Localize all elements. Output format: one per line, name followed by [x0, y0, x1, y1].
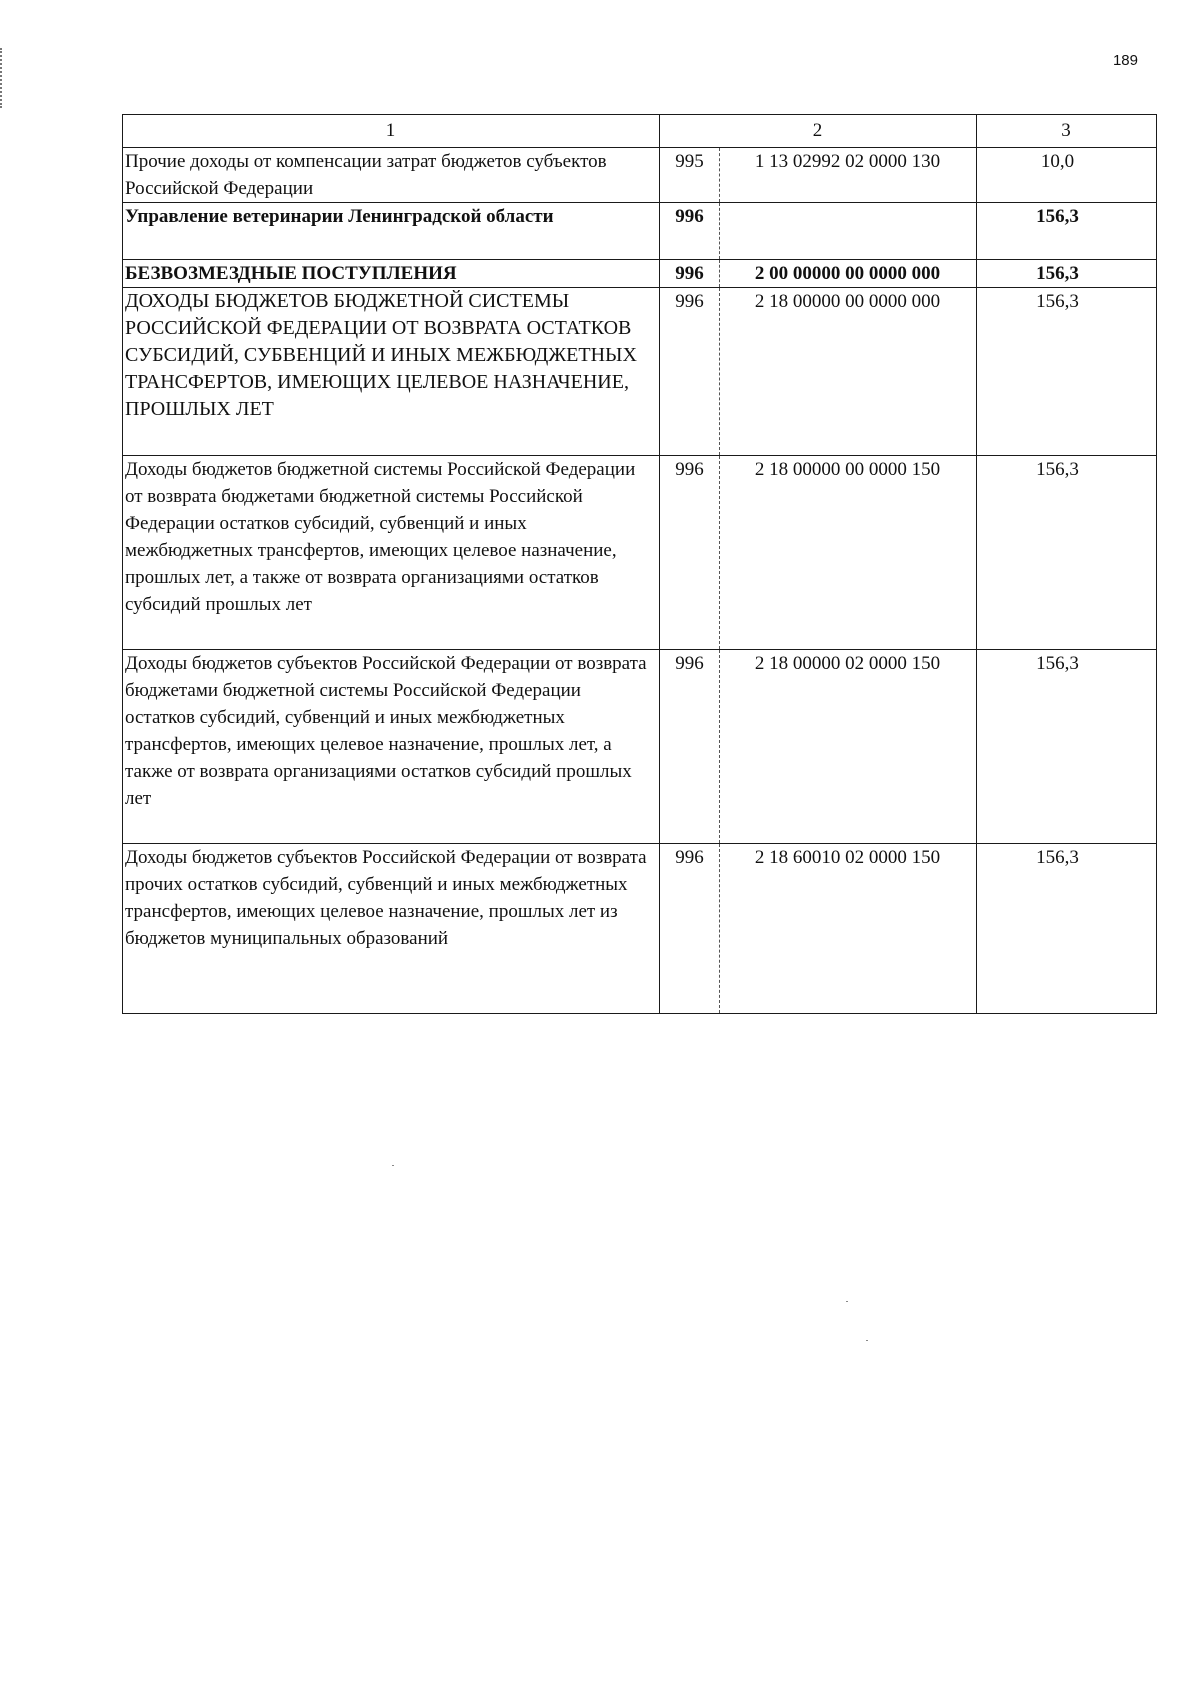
row-amount-cell: 156,3	[977, 650, 1157, 844]
scan-dot	[846, 1301, 848, 1302]
row-name-cell: Прочие доходы от компенсации затрат бюджетов субъектов Российской Федерации	[123, 148, 660, 203]
row-budget-code-cell	[720, 203, 977, 260]
row-name-cell: Доходы бюджетов субъектов Российской Федерации от возврата прочих остатков субсидий, субвенций и иных межбюджетных трансфертов, имеющих целевое назначение, прошлых лет из бюджетов муниципальных образований	[123, 844, 660, 1014]
row-budget-code-cell: 2 18 60010 02 0000 150	[720, 844, 977, 1014]
table-row	[123, 148, 1157, 203]
row-admin-code-cell: 996	[660, 288, 720, 456]
scan-dot	[392, 1165, 394, 1166]
row-amount-cell: 10,0	[977, 148, 1157, 203]
row-budget-code-cell: 1 13 02992 02 0000 130	[720, 148, 977, 203]
row-admin-code-cell: 996	[660, 456, 720, 650]
table-row	[123, 260, 1157, 288]
row-amount-cell: 156,3	[977, 456, 1157, 650]
scan-dot	[866, 1340, 868, 1341]
row-admin-code-cell: 995	[660, 148, 720, 203]
row-name-cell: Доходы бюджетов бюджетной системы Российской Федерации от возврата бюджетами бюджетной системы Российской Федерации остатков субсидий, субвенций и иных межбюджетных трансфертов, имеющих целевое назначение, прошлых лет, а также от возврата организациями остатков субсидий прошлых лет	[123, 456, 660, 650]
header-col-3: 3	[977, 115, 1157, 148]
row-budget-code-cell: 2 00 00000 00 0000 000	[720, 260, 977, 288]
row-name-cell: БЕЗВОЗМЕЗДНЫЕ ПОСТУПЛЕНИЯ	[123, 260, 660, 288]
table-row	[123, 203, 1157, 260]
row-amount-cell: 156,3	[977, 260, 1157, 288]
header-row	[123, 115, 1157, 148]
row-name-cell: Управление ветеринарии Ленинградской области	[123, 203, 660, 260]
header-col-1: 1	[123, 115, 660, 148]
table-row	[123, 650, 1157, 844]
table-row	[123, 288, 1157, 456]
table-row	[123, 844, 1157, 1014]
header-col-2: 2	[660, 115, 977, 148]
page-number: 189	[1112, 52, 1138, 69]
row-admin-code-cell: 996	[660, 650, 720, 844]
row-admin-code-cell: 996	[660, 203, 720, 260]
row-admin-code-cell: 996	[660, 844, 720, 1014]
margin-marks	[0, 48, 5, 108]
row-amount-cell: 156,3	[977, 203, 1157, 260]
row-budget-code-cell: 2 18 00000 00 0000 000	[720, 288, 977, 456]
row-admin-code-cell: 996	[660, 260, 720, 288]
row-name-cell: ДОХОДЫ БЮДЖЕТОВ БЮДЖЕТНОЙ СИСТЕМЫ РОССИЙСКОЙ ФЕДЕРАЦИИ ОТ ВОЗВРАТА ОСТАТКОВ СУБСИДИЙ, СУБВЕНЦИЙ И ИНЫХ МЕЖБЮДЖЕТНЫХ ТРАНСФЕРТОВ, ИМЕЮЩИХ ЦЕЛЕВОЕ НАЗНАЧЕНИЕ, ПРОШЛЫХ ЛЕТ	[123, 288, 660, 456]
row-budget-code-cell: 2 18 00000 02 0000 150	[720, 650, 977, 844]
row-amount-cell: 156,3	[977, 288, 1157, 456]
row-amount-cell: 156,3	[977, 844, 1157, 1014]
table-row	[123, 456, 1157, 650]
row-name-cell: Доходы бюджетов субъектов Российской Федерации от возврата бюджетами бюджетной системы Российской Федерации остатков субсидий, субвенций и иных межбюджетных трансфертов, имеющих целевое назначение, прошлых лет, а также от возврата организациями остатков субсидий прошлых лет	[123, 650, 660, 844]
row-budget-code-cell: 2 18 00000 00 0000 150	[720, 456, 977, 650]
budget-revenue-table	[122, 114, 1157, 1014]
